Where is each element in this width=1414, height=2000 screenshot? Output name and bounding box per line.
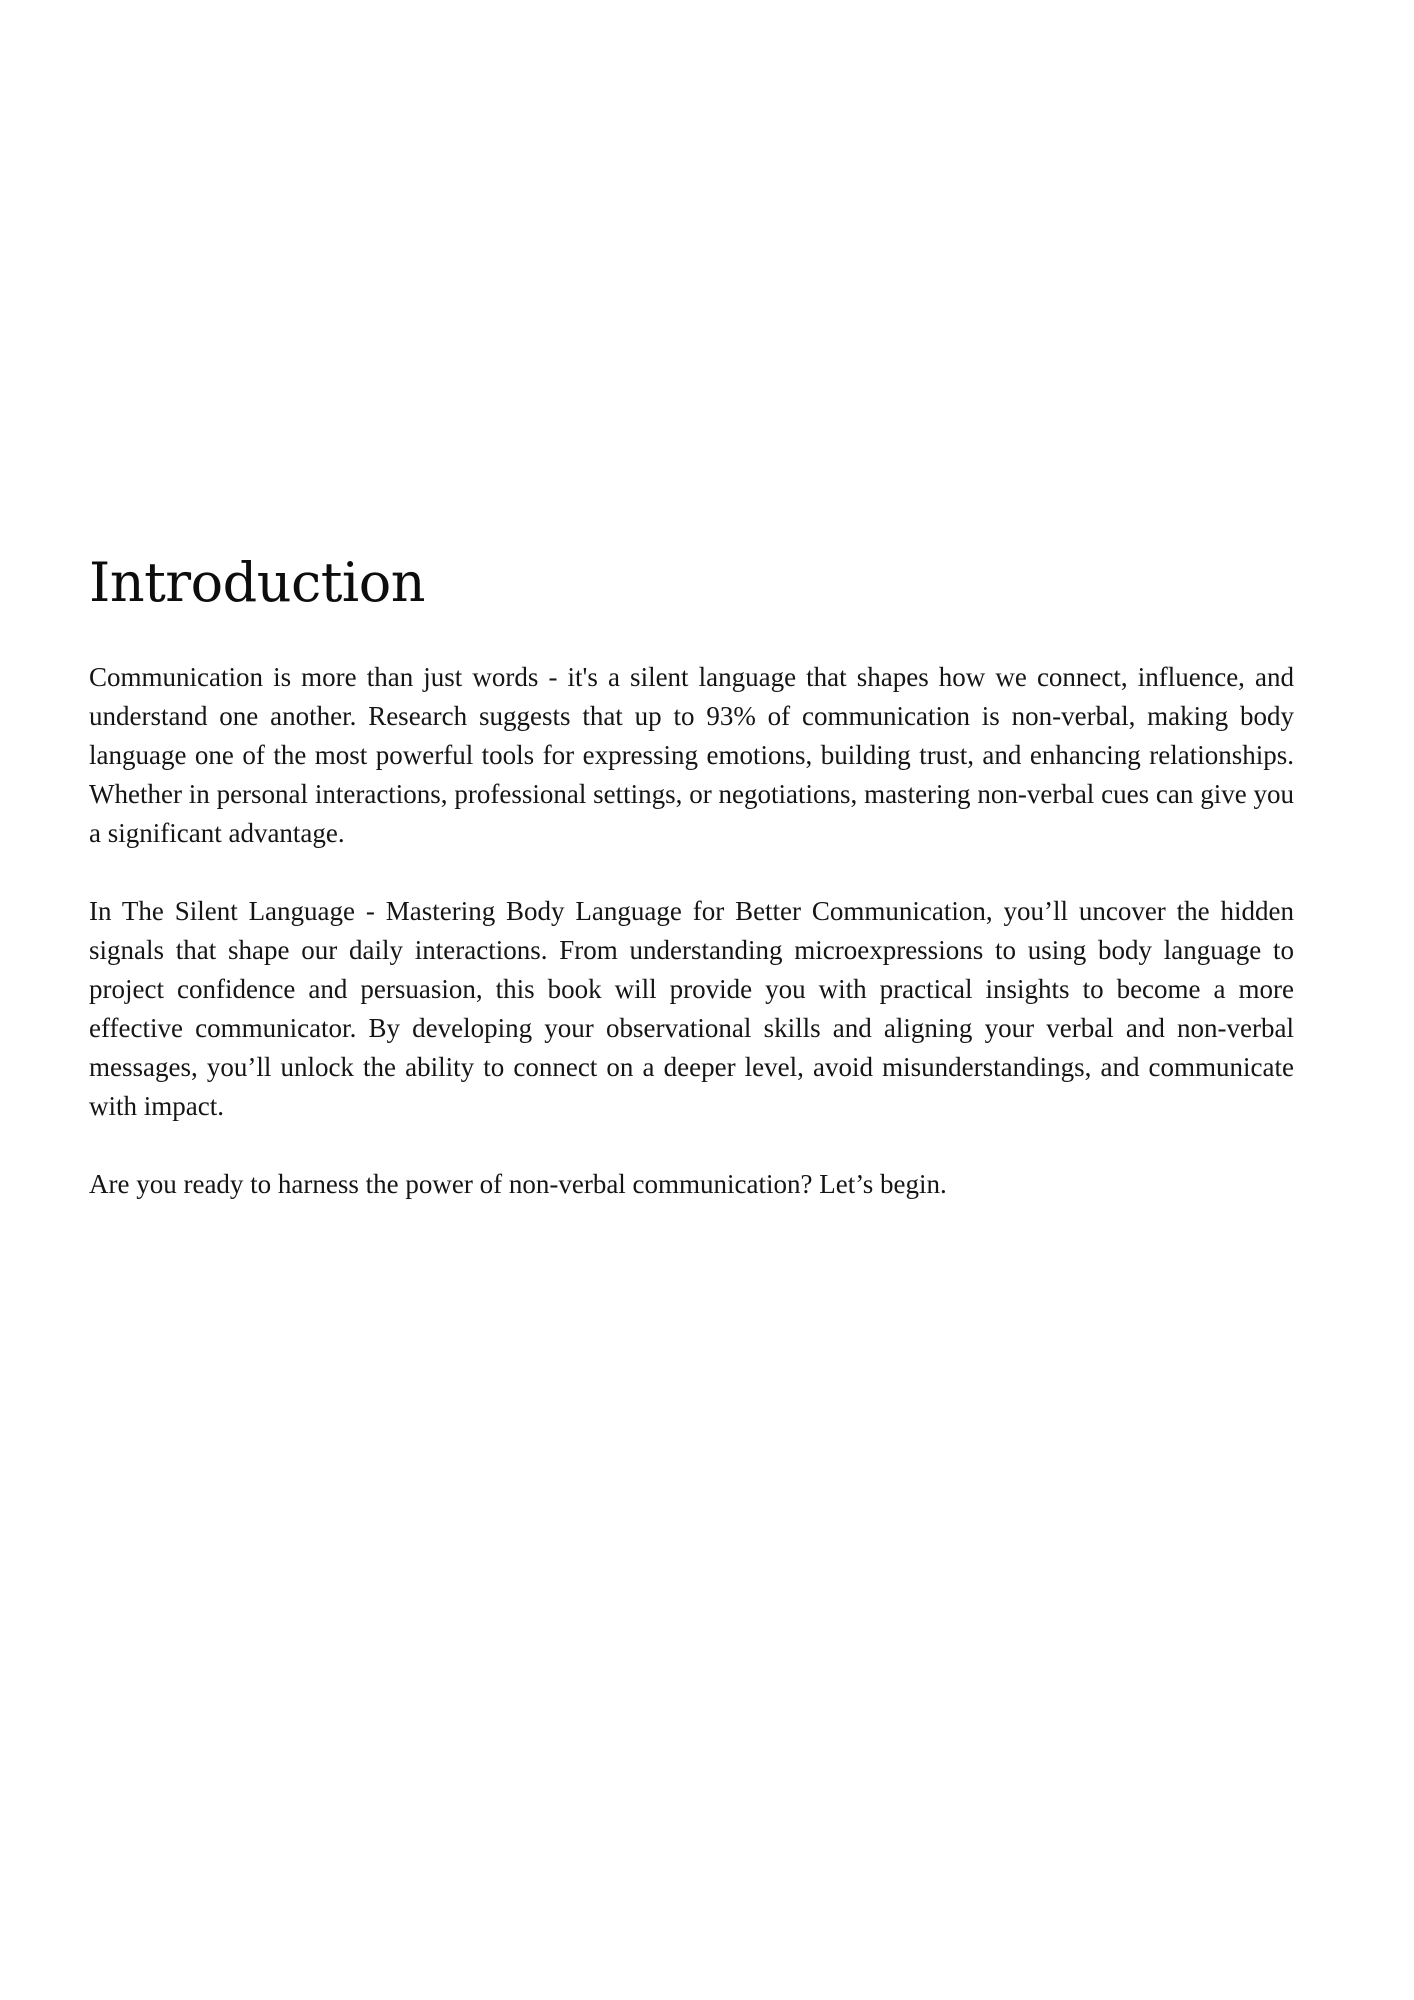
- paragraph-book-overview: In The Silent Language - Mastering Body Language for Better Communication, you’ll uncover the hidden signals that shape our daily interactions. From understanding microexpressions to using body language to project confidence and persuasion, this book will provide you with practical insights to become a more effective communicator. By developing your observational skills and aligning your verbal and non-verbal messages, you’ll unlock the ability to connect on a deeper level, avoid misunderstandings, and communicate with impact.: [89, 896, 1294, 1121]
- body-text: [89, 658, 1294, 1204]
- page-content: [89, 548, 1294, 1204]
- paragraph-intro: Communication is more than just words - it's a silent language that shapes how we connect, influence, and understand one another. Research suggests that up to 93% of communication is non-verbal, making body language one of the most powerful tools for expressing emotions, building trust, and enhancing relationships. Whether in personal interactions, professional settings, or negotiations, mastering non-verbal cues can give you a significant advantage.: [89, 662, 1294, 848]
- paragraph-closing: Are you ready to harness the power of non-verbal communication? Let’s begin.: [89, 1169, 947, 1199]
- page-title: Introduction: [89, 551, 425, 614]
